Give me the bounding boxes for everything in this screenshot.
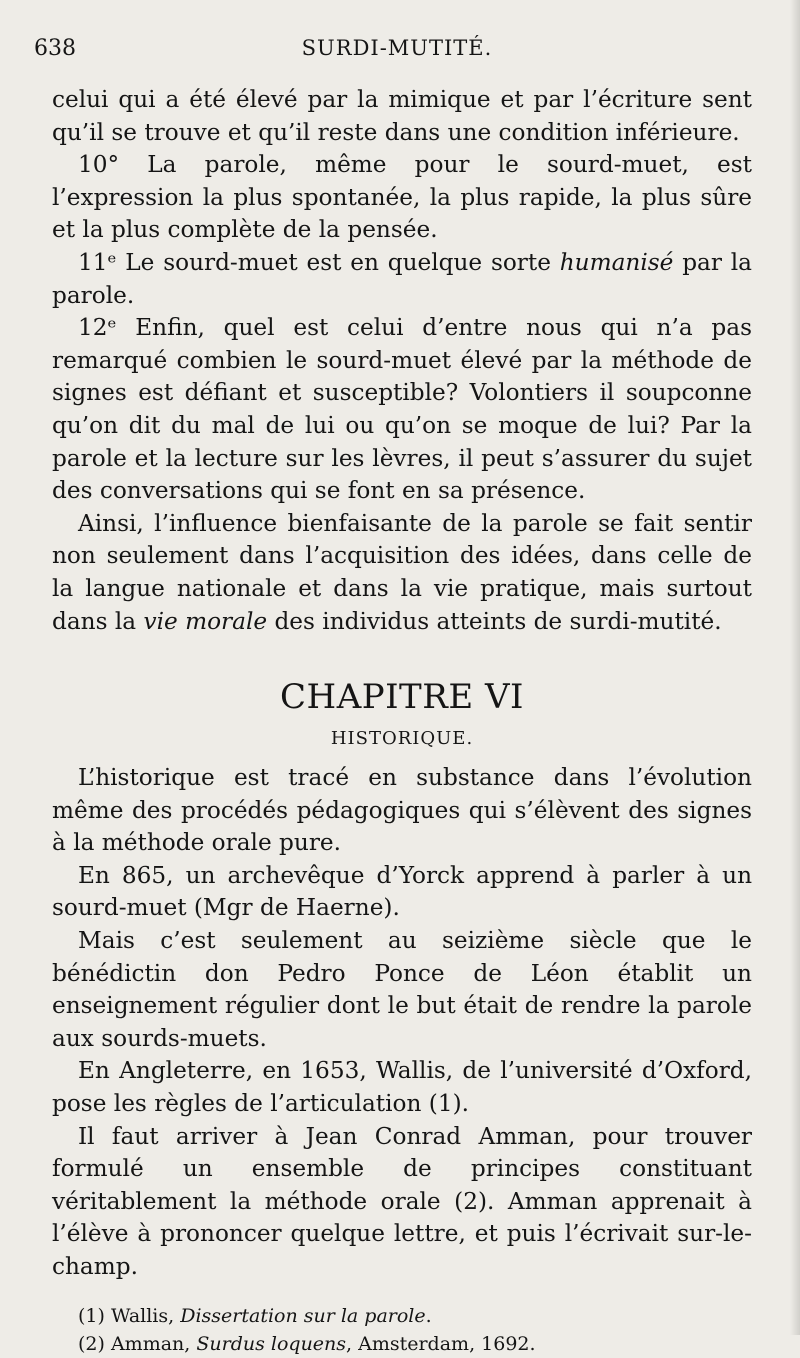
text-span: des individus atteints de surdi-mutité.	[267, 607, 722, 635]
paragraph: celui qui a été élevé par la mimique et par l’écriture sent qu’il se trouve et qu’il reste dans une condition inférieure.	[52, 86, 752, 146]
paragraph: 10° La parole, même pour le sourd-muet, est l’expression la plus spontanée, la plus rapide, la plus sûre et la plus complète de la pensée.	[52, 151, 752, 244]
footnote-mark: (1)	[78, 1304, 111, 1327]
paragraph: En Angleterre, en 1653, Wallis, de l’université d’Oxford, pose les règles de l’articulation (1).	[52, 1057, 752, 1118]
paragraph: 12ᵉ Enfin, quel est celui d’entre nous qui n’a pas remarqué combien le sourd-muet élevé par la méthode de signes est défiant et susceptible? Volontiers il soupconne qu’on dit du mal de lui ou qu’on se moque de lui? Par la parole et la lecture sur les lèvres, il peut s’assurer du sujet des conversations qui se font en sa présence.	[52, 314, 752, 505]
text-span: 11ᵉ Le sourd-muet est en quelque sorte	[78, 248, 560, 276]
text-span: Ainsi, l’influence bienfaisante de la parole se fait sentir non seulement dans l’acquisition des idées, dans celle de la langue nationale et dans la vie pratique, mais surtout dans la	[52, 509, 752, 635]
text-span: , Amsterdam, 1692.	[346, 1332, 536, 1355]
page-header	[34, 36, 760, 66]
paragraph: Il faut arriver à Jean Conrad Amman, pour trouver formulé un ensemble de principes constituant véritablement la méthode orale (2). Amman apprenait à l’élève à prononcer quelque lettre, et puis l’écrivait sur-le-champ.	[52, 1122, 752, 1280]
page-body	[52, 84, 752, 1358]
text-span: .	[425, 1304, 432, 1327]
paragraph	[52, 247, 752, 312]
chapter-subtitle: HISTORIQUE.	[330, 728, 474, 750]
text-span: Amman,	[110, 1332, 197, 1355]
page-edge-shadow	[790, 0, 800, 1335]
running-title: SURDI-MUTITÉ.	[301, 36, 493, 60]
paragraph: Mais c’est seulement au seizième siècle que le bénédictin don Pedro Ponce de Léon établit un enseignement régulier dont le but était de rendre la parole aux sourds-muets.	[52, 927, 752, 1052]
footnote-mark: (2)	[78, 1332, 111, 1355]
paragraph: En 865, un archevêque d’Yorck apprend à parler à un sourd-muet (Mgr de Haerne).	[52, 861, 752, 922]
emphasis: vie morale	[143, 607, 268, 635]
paragraph: L’historique est tracé en substance dans l’évolution même des procédés pédagogiques qui s’élèvent des signes à la méthode orale pure.	[52, 764, 752, 857]
footnote	[52, 1330, 752, 1358]
paragraph	[52, 508, 752, 638]
page-number: 638	[34, 36, 76, 61]
footnotes	[52, 1302, 752, 1358]
chapter-title: CHAPITRE VI	[280, 677, 524, 718]
emphasis: Surdus loquens	[196, 1332, 347, 1355]
emphasis: humanisé	[559, 248, 674, 276]
text-span: Wallis,	[110, 1304, 181, 1327]
text-span: par la parole.	[52, 248, 753, 309]
footnote	[52, 1302, 752, 1330]
emphasis: Dissertation sur la parole	[180, 1304, 426, 1327]
